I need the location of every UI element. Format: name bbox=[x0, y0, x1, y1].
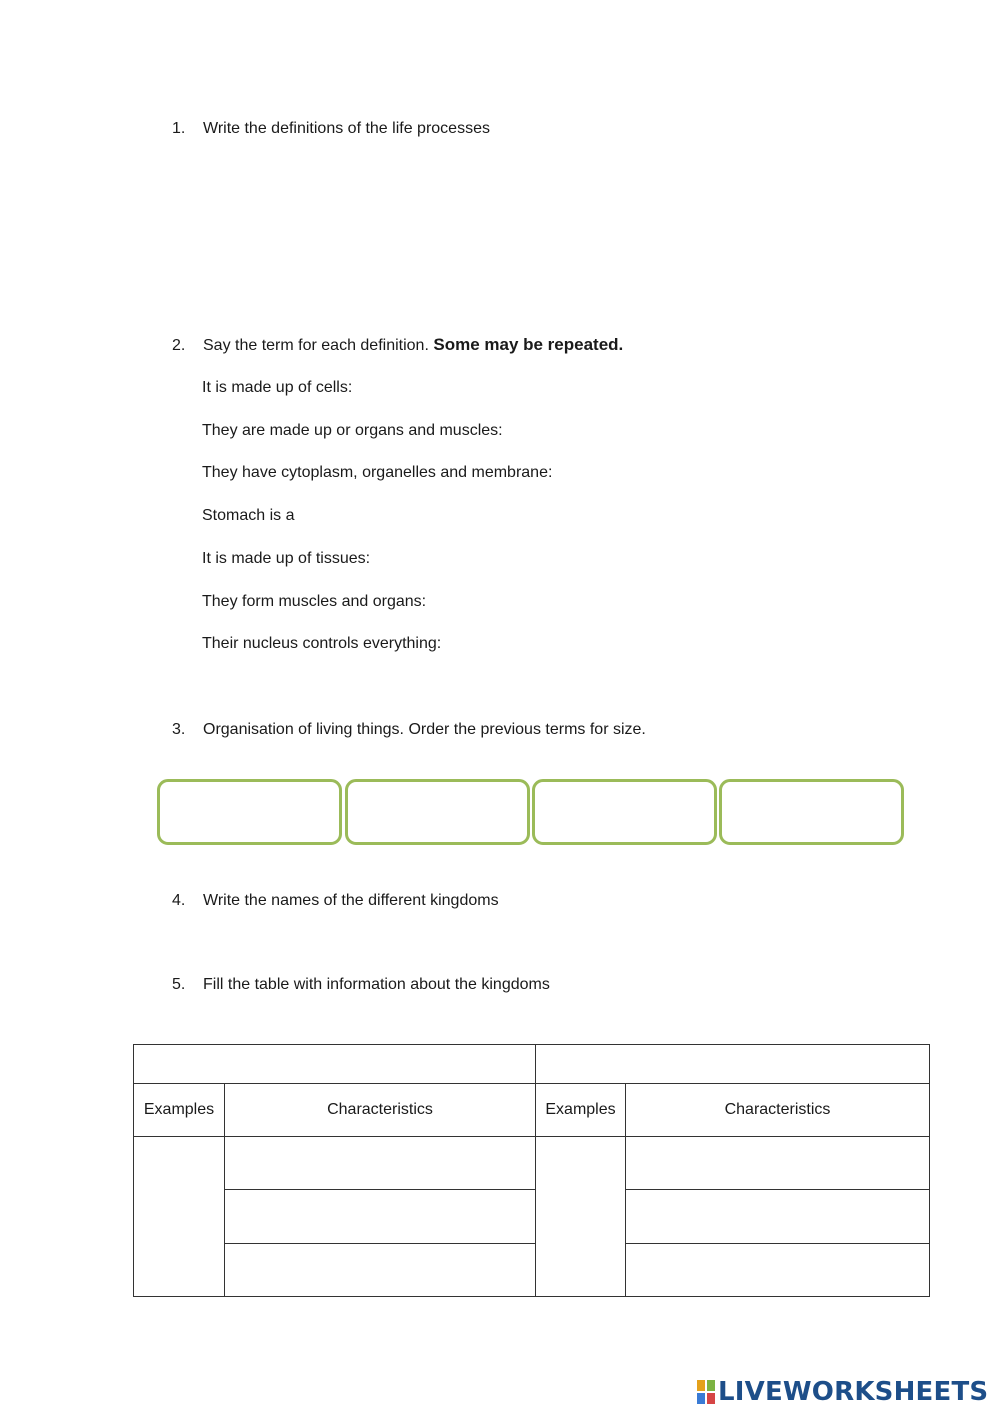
logo-square bbox=[707, 1393, 715, 1404]
question-number: 2. bbox=[172, 337, 186, 354]
examples-cell-1[interactable] bbox=[134, 1137, 225, 1297]
definition-line: They form muscles and organs: bbox=[202, 593, 427, 610]
question-emphasis: Some may be repeated. bbox=[433, 335, 624, 354]
definition-line: Their nucleus controls everything: bbox=[202, 635, 442, 652]
characteristics-cell[interactable] bbox=[626, 1244, 930, 1297]
question-text: Fill the table with information about the kingdoms bbox=[203, 976, 550, 993]
question-5 bbox=[172, 976, 550, 994]
logo-text: LIVEWORKSHEETS bbox=[718, 1377, 989, 1407]
kingdom-name-cell-2[interactable] bbox=[536, 1045, 930, 1084]
definition-line: They are made up or organs and muscles: bbox=[202, 422, 503, 439]
question-number: 1. bbox=[172, 120, 186, 137]
kingdom-name-cell-1[interactable] bbox=[134, 1045, 536, 1084]
logo-square bbox=[707, 1380, 715, 1391]
definition-line: It is made up of tissues: bbox=[202, 550, 371, 567]
question-number: 3. bbox=[172, 721, 186, 738]
answer-box-2[interactable] bbox=[345, 779, 530, 845]
characteristics-cell[interactable] bbox=[225, 1244, 536, 1297]
characteristics-header: Characteristics bbox=[225, 1084, 536, 1137]
examples-cell-2[interactable] bbox=[536, 1137, 626, 1297]
characteristics-cell[interactable] bbox=[626, 1137, 930, 1190]
definition-line: Stomach is a bbox=[202, 507, 295, 524]
question-text: Write the definitions of the life processes bbox=[203, 120, 490, 137]
answer-box-4[interactable] bbox=[719, 779, 904, 845]
question-1 bbox=[172, 120, 490, 138]
question-text: Write the names of the different kingdoms bbox=[203, 892, 499, 909]
logo-square bbox=[697, 1380, 705, 1391]
characteristics-header: Characteristics bbox=[626, 1084, 930, 1137]
characteristics-cell[interactable] bbox=[626, 1190, 930, 1244]
question-number: 4. bbox=[172, 892, 186, 909]
logo-square bbox=[697, 1393, 705, 1404]
question-text: Say the term for each definition. bbox=[203, 337, 429, 354]
characteristics-cell[interactable] bbox=[225, 1137, 536, 1190]
examples-header: Examples bbox=[134, 1084, 225, 1137]
liveworksheets-logo bbox=[697, 1377, 988, 1407]
answer-box-3[interactable] bbox=[532, 779, 717, 845]
question-3 bbox=[172, 721, 646, 739]
question-4 bbox=[172, 892, 499, 910]
question-2 bbox=[172, 335, 623, 355]
definition-line: They have cytoplasm, organelles and membrane: bbox=[202, 464, 553, 481]
question-text: Organisation of living things. Order the previous terms for size. bbox=[203, 721, 646, 738]
kingdoms-table bbox=[133, 1044, 930, 1297]
characteristics-cell[interactable] bbox=[225, 1190, 536, 1244]
answer-box-1[interactable] bbox=[157, 779, 342, 845]
question-number: 5. bbox=[172, 976, 186, 993]
examples-header: Examples bbox=[536, 1084, 626, 1137]
logo-squares-icon bbox=[697, 1380, 715, 1404]
definition-line: It is made up of cells: bbox=[202, 379, 353, 396]
